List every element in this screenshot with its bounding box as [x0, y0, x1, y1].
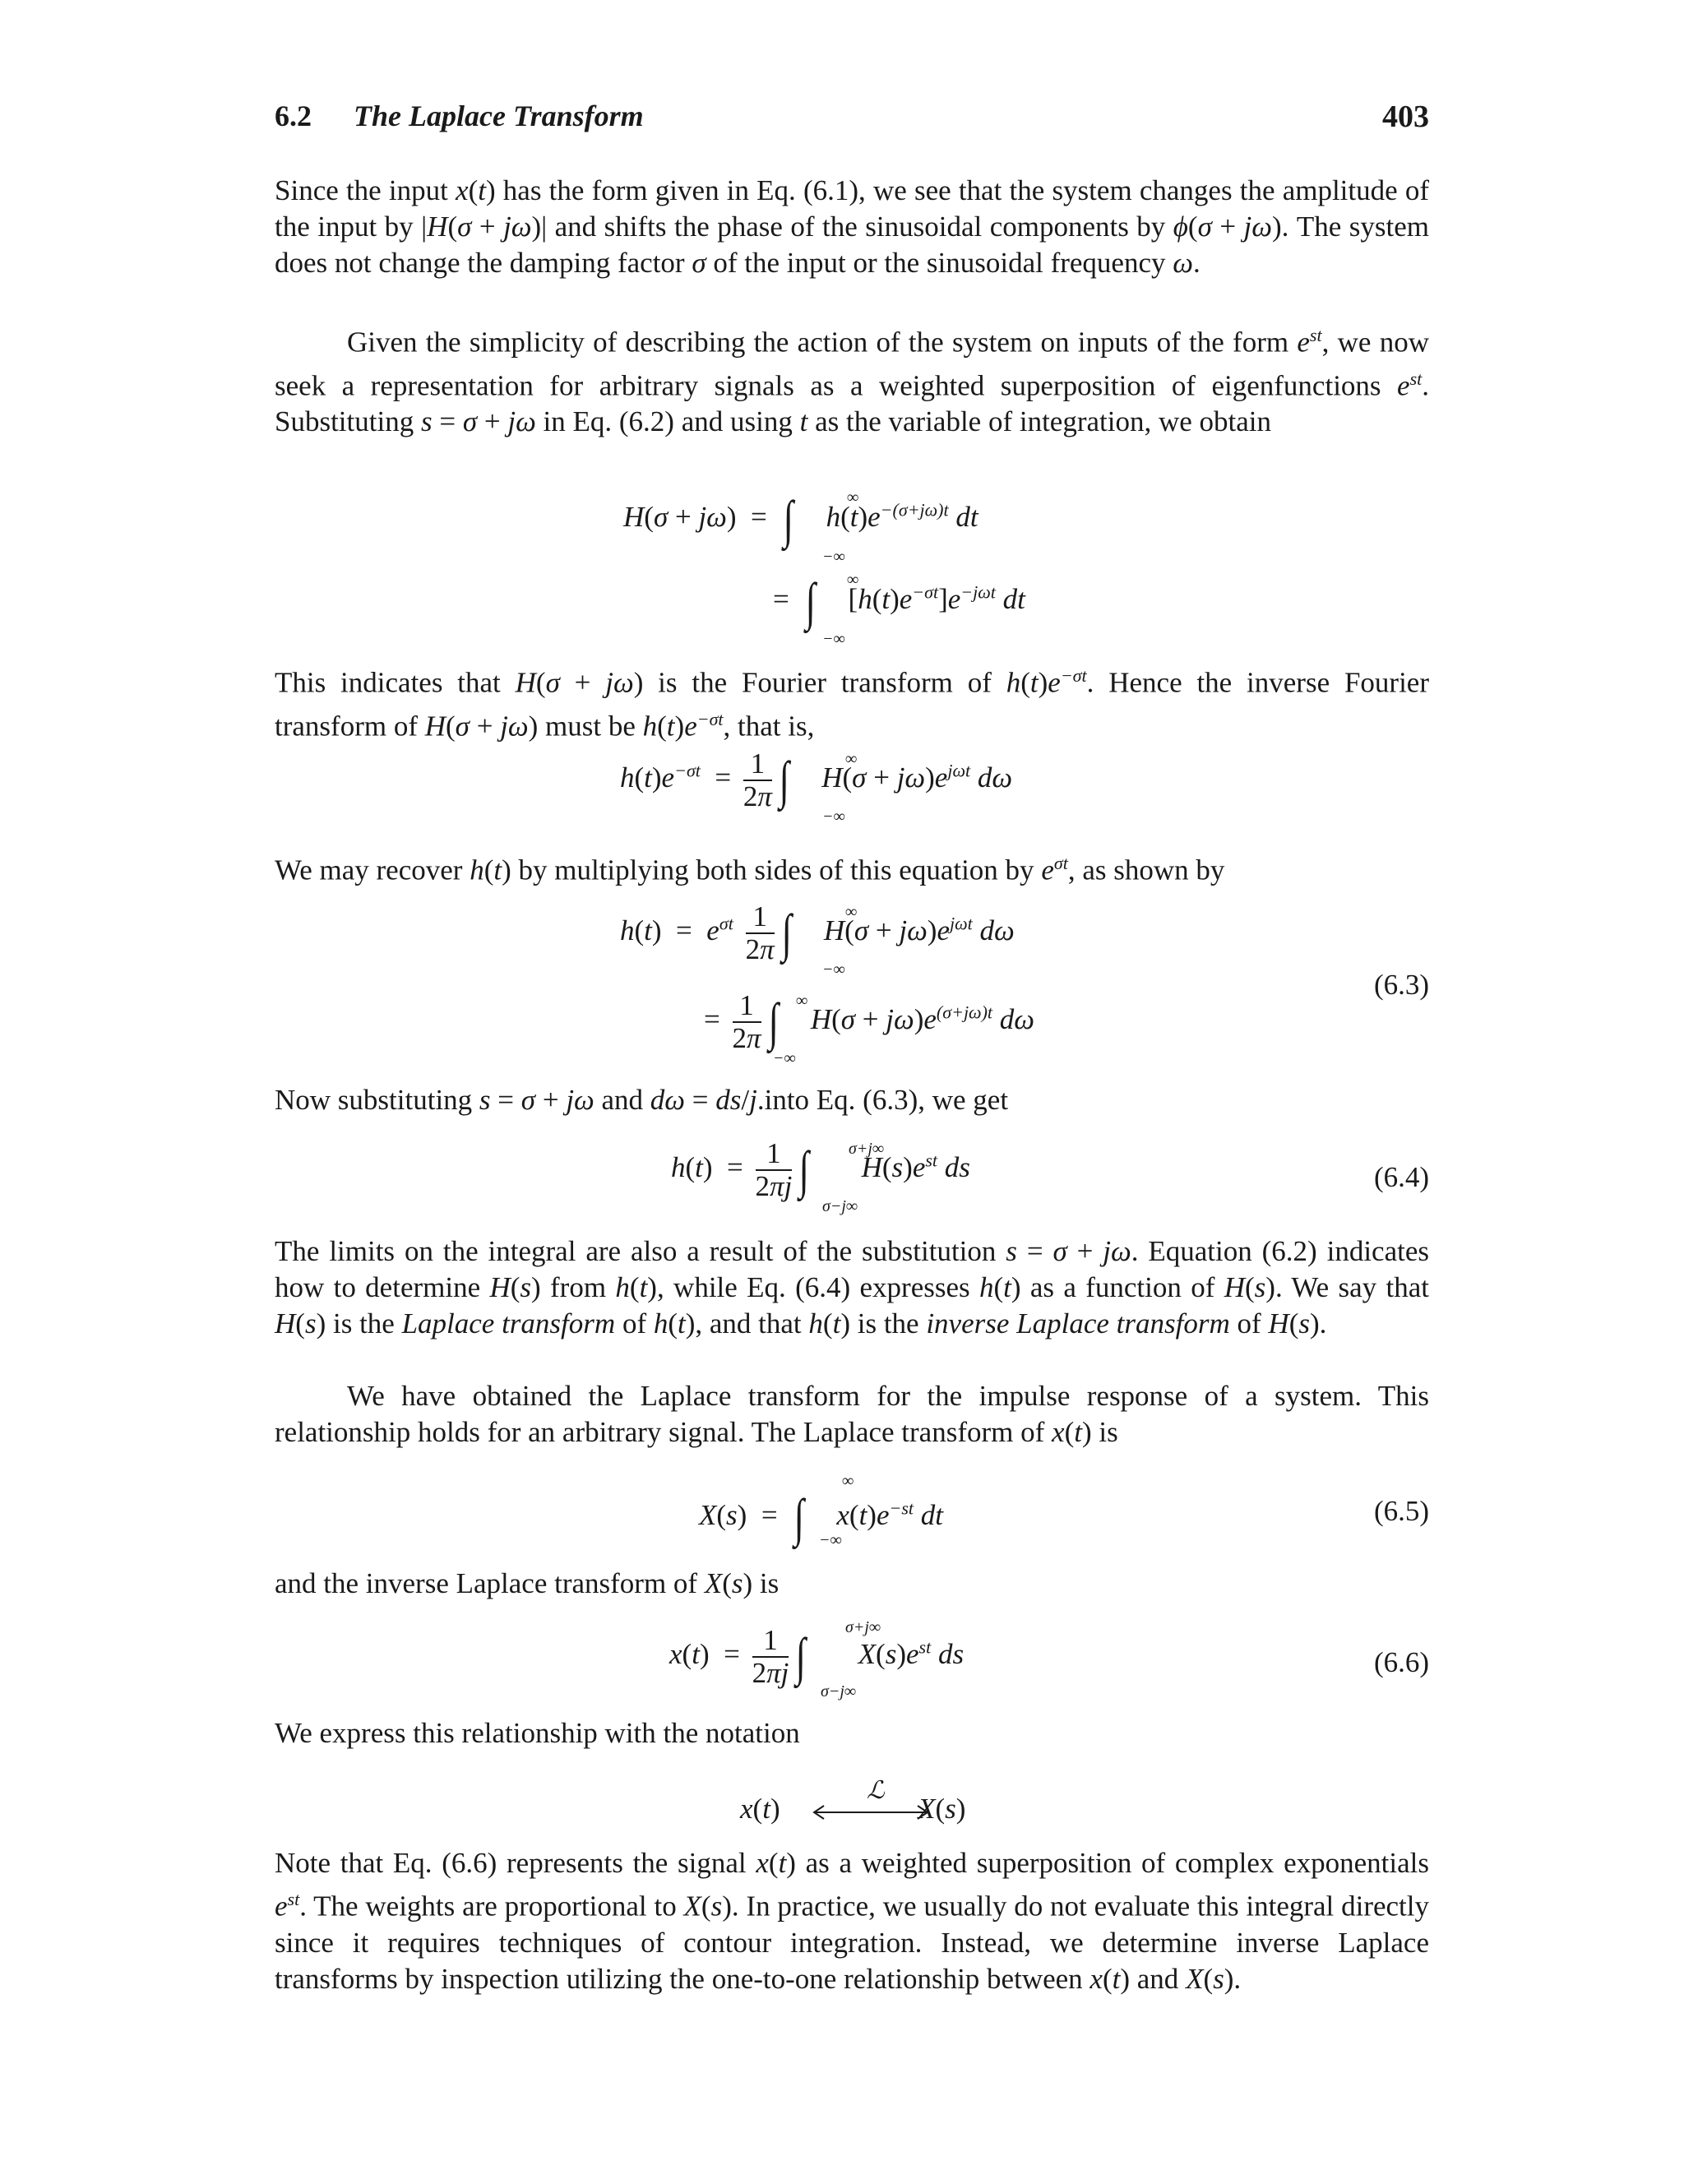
equation-3-line-2: = $\frac{1}{2\pi}$ ∫ $H(\sigma + j\omega)e^{(\sigma+j\omega)t}$ dω	[704, 989, 1034, 1054]
limit-upper: ∞	[842, 1472, 854, 1490]
limit-upper: σ+j∞	[849, 1140, 885, 1158]
double-arrow-icon	[809, 1802, 932, 1822]
equation-number-6-4: (6.4)	[1373, 1161, 1429, 1193]
limit-upper: σ+j∞	[845, 1618, 881, 1636]
paragraph-6: The limits on the integral are also a result of the substitution s = σ + jω. Equation (6.2) indicates how to determine H(s) from h(t), while Eq. (6.4) expresses h(t) as a function of H(s). We say that H(s) is the Laplace transform of h(t), and that h(t) is the inverse Laplace transform of H(s).	[275, 1235, 1429, 1340]
limit-upper: ∞	[845, 903, 858, 921]
equation-2: $h(t)e^{-\sigma t}$ = $\frac{1}{2\pi}$ ∫ $H(\sigma + j\omega)e^{j\omega t}$ dω	[620, 747, 1013, 812]
equation-6: x(t) = $\frac{1}{2\pi j}$ ∫ $X(s)e^{st}$ ds	[669, 1624, 965, 1689]
paragraph-3: This indicates that H(σ + jω) is the Fourier transform of $h(t)e^{-\sigma t}$. Hence the inverse Fourier transform of H(σ + jω) must be $h(t)e^{-\sigma t}$, that is,	[275, 665, 1429, 743]
equation-3-line-1: $h(t) = e^{\sigma t}$ $\frac{1}{2\pi}$ ∫ $H(\sigma + j\omega)e^{j\omega t}$ dω	[620, 900, 1015, 965]
equation-1-line-1: H(σ + jω) = ∫ $h(t)e^{-(\sigma+j\omega)t}$ dt	[623, 490, 978, 548]
paragraph-9: We express this relationship with the notation	[275, 1717, 800, 1749]
equation-5: X(s) = ∫ $x(t)e^{-st}$ dt	[699, 1488, 944, 1547]
paragraph-5: Now substituting s = σ + jω and dω = ds/j.into Eq. (6.3), we get	[275, 1084, 1009, 1116]
equation-4: h(t) = $\frac{1}{2\pi j}$ ∫ $H(s)e^{st}$ ds	[671, 1137, 970, 1202]
page-number: 403	[1382, 99, 1429, 134]
equation-number-6-3: (6.3)	[1373, 969, 1429, 1001]
limit-lower: −∞	[822, 960, 845, 979]
section-number: 6.2	[275, 99, 312, 132]
laplace-symbol: ℒ	[867, 1776, 885, 1805]
paragraph-4: We may recover h(t) by multiplying both sides of this equation by $e^{\sigma t}$, as shown by	[275, 853, 1225, 886]
paragraph-7: We have obtained the Laplace transform for the impulse response of a system. This relationship holds for an arbitrary signal. The Laplace transform of x(t) is	[275, 1380, 1429, 1448]
limit-upper: ∞	[847, 488, 859, 507]
limit-lower: σ−j∞	[821, 1682, 857, 1700]
limit-lower: σ−j∞	[822, 1197, 858, 1215]
equation-number-6-5: (6.5)	[1373, 1495, 1429, 1527]
limit-upper: ∞	[845, 750, 858, 768]
limit-upper: ∞	[796, 992, 808, 1010]
equation-7: x(t) X(s)	[740, 1793, 966, 1825]
limit-lower: −∞	[822, 807, 845, 826]
equation-number-6-6: (6.6)	[1373, 1646, 1429, 1678]
equation-1-line-2: = ∫ $[h(t)e^{-\sigma t}]e^{-j\omega t}$ dt	[773, 572, 1025, 631]
limit-lower: −∞	[819, 1531, 842, 1549]
limit-lower: −∞	[822, 548, 845, 566]
running-header	[275, 99, 1429, 148]
section-title: The Laplace Transform	[354, 99, 644, 132]
paragraph-10: Note that Eq. (6.6) represents the signal x(t) as a weighted superposition of complex exponentials $e^{st}$. The weights are proportional to X(s). In practice, we usually do not evaluate this integral directly since it requires techniques of contour integration. Instead, we determine inverse Laplace transforms by inspection utilizing the one-to-one relationship between x(t) and X(s).	[275, 1847, 1430, 1995]
limit-lower: −∞	[773, 1049, 796, 1067]
paragraph-1: Since the input x(t) has the form given in Eq. (6.1), we see that the system changes the amplitude of the input by |H(σ + jω)| and shifts the phase of the sinusoidal components by ϕ(σ + jω). The system does not change the damping factor σ of the input or the sinusoidal frequency ω.	[275, 174, 1430, 279]
limit-lower: −∞	[822, 630, 845, 648]
limit-upper: ∞	[847, 571, 859, 589]
paragraph-8: and the inverse Laplace transform of X(s) is	[275, 1567, 780, 1599]
paragraph-2: Given the simplicity of describing the action of the system on inputs of the form $e^{st}$, we now seek a representation for arbitrary signals as a weighted superposition of eigenfunctions $e^{st}$. Substituting s = σ + jω in Eq. (6.2) and using t as the variable of integration, we obtain	[275, 325, 1429, 438]
